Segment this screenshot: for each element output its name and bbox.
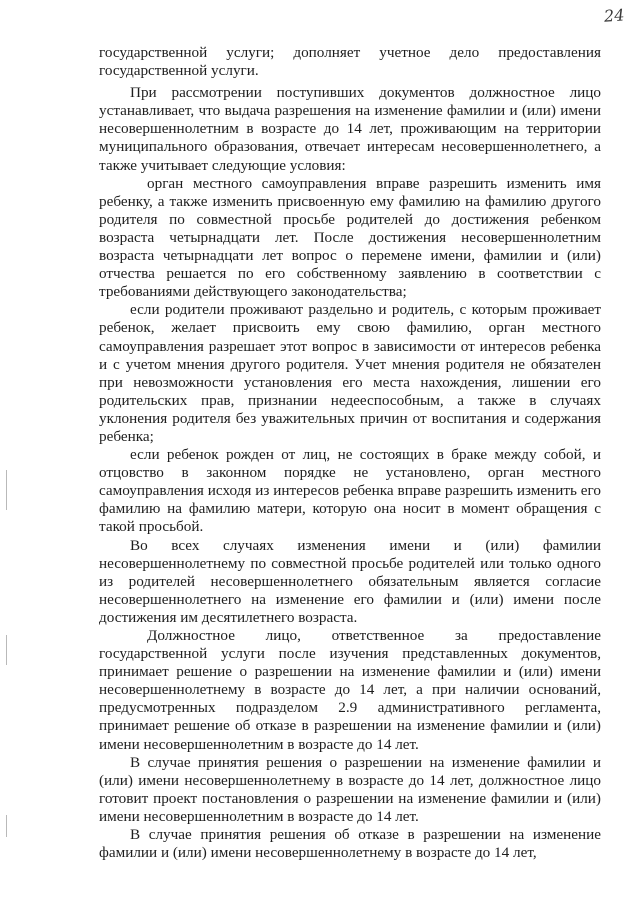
scan-edge-mark: [6, 470, 7, 510]
paragraph: Во всех случаях изменения имени и (или) фамилии несовершеннолетнему по совместной просьбе родителей или только одного из родителей несовершеннолетнего обязательным является согласие несовершеннолетнего на изменение его фамилии и (или) имени после достижения им десятилетнего возраста.: [99, 536, 601, 626]
paragraph: орган местного самоуправления вправе разрешить изменить имя ребенку, а также изменить присвоенную ему фамилию на фамилию другого родителя по совместной просьбе родителей до достижения ребенком возраста четырнадцати лет. После достижения несовершеннолетним возраста четырнадцати лет вопрос о перемене имени, фамилии и (или) отчества решается по его собственному заявлению в соответствии с требованиями действующего законодательства;: [99, 174, 601, 301]
scan-edge-mark: [6, 815, 7, 837]
paragraph: В случае принятия решения об отказе в разрешении на изменение фамилии и (или) имени несовершеннолетнему в возрасте до 14 лет,: [99, 826, 601, 862]
paragraph: В случае принятия решения о разрешении на изменение фамилии и (или) имени несовершеннолетнему в возрасте до 14 лет, должностное лицо готовит проект постановления о разрешении на изменение фамилии и (или) имени несовершеннолетним в возрасте до 14 лет.: [99, 753, 601, 825]
scan-edge-mark: [6, 635, 7, 665]
document-body: [99, 44, 601, 862]
paragraph: если родители проживают раздельно и родитель, с которым проживает ребенок, желает присвоить ему свою фамилию, орган местного самоуправления разрешает этот вопрос в зависимости от интересов ребенка и с учетом мнения другого родителя. Учет мнения родителя не обязателен при невозможности установления его места нахождения, лишении его родительских прав, признании недееспособным, а также в случаях уклонения родителя без уважительных причин от воспитания и содержания ребенка;: [99, 301, 601, 445]
paragraph: государственной услуги; дополняет учетное дело предоставления государственной услуги.: [99, 44, 601, 80]
paragraph: Должностное лицо, ответственное за предоставление государственной услуги после изучения представленных документов, принимает решение о разрешении на изменение фамилии и (или) имени несовершеннолетнему в возрасте до 14 лет, а при наличии оснований, предусмотренных подразделом 2.9 административного регламента, принимает решение об отказе в разрешении на изменение фамилии и (или) имени несовершеннолетним в возрасте до 14 лет.: [99, 627, 601, 753]
paragraph: При рассмотрении поступивших документов должностное лицо устанавливает, что выдача разрешения на изменение фамилии и (или) имени несовершеннолетним в возрасте до 14 лет, проживающим на территории муниципального образования, отвечает интересам несовершеннолетнего, а также учитывает следующие условия:: [99, 84, 601, 174]
paragraph: если ребенок рожден от лиц, не состоящих в браке между собой, и отцовство в законном порядке не установлено, орган местного самоуправления исходя из интересов ребенка вправе разрешить изменить его фамилию на фамилию матери, которую она носит в момент обращения с такой просьбой.: [99, 446, 601, 536]
page-number: 24: [603, 5, 625, 26]
